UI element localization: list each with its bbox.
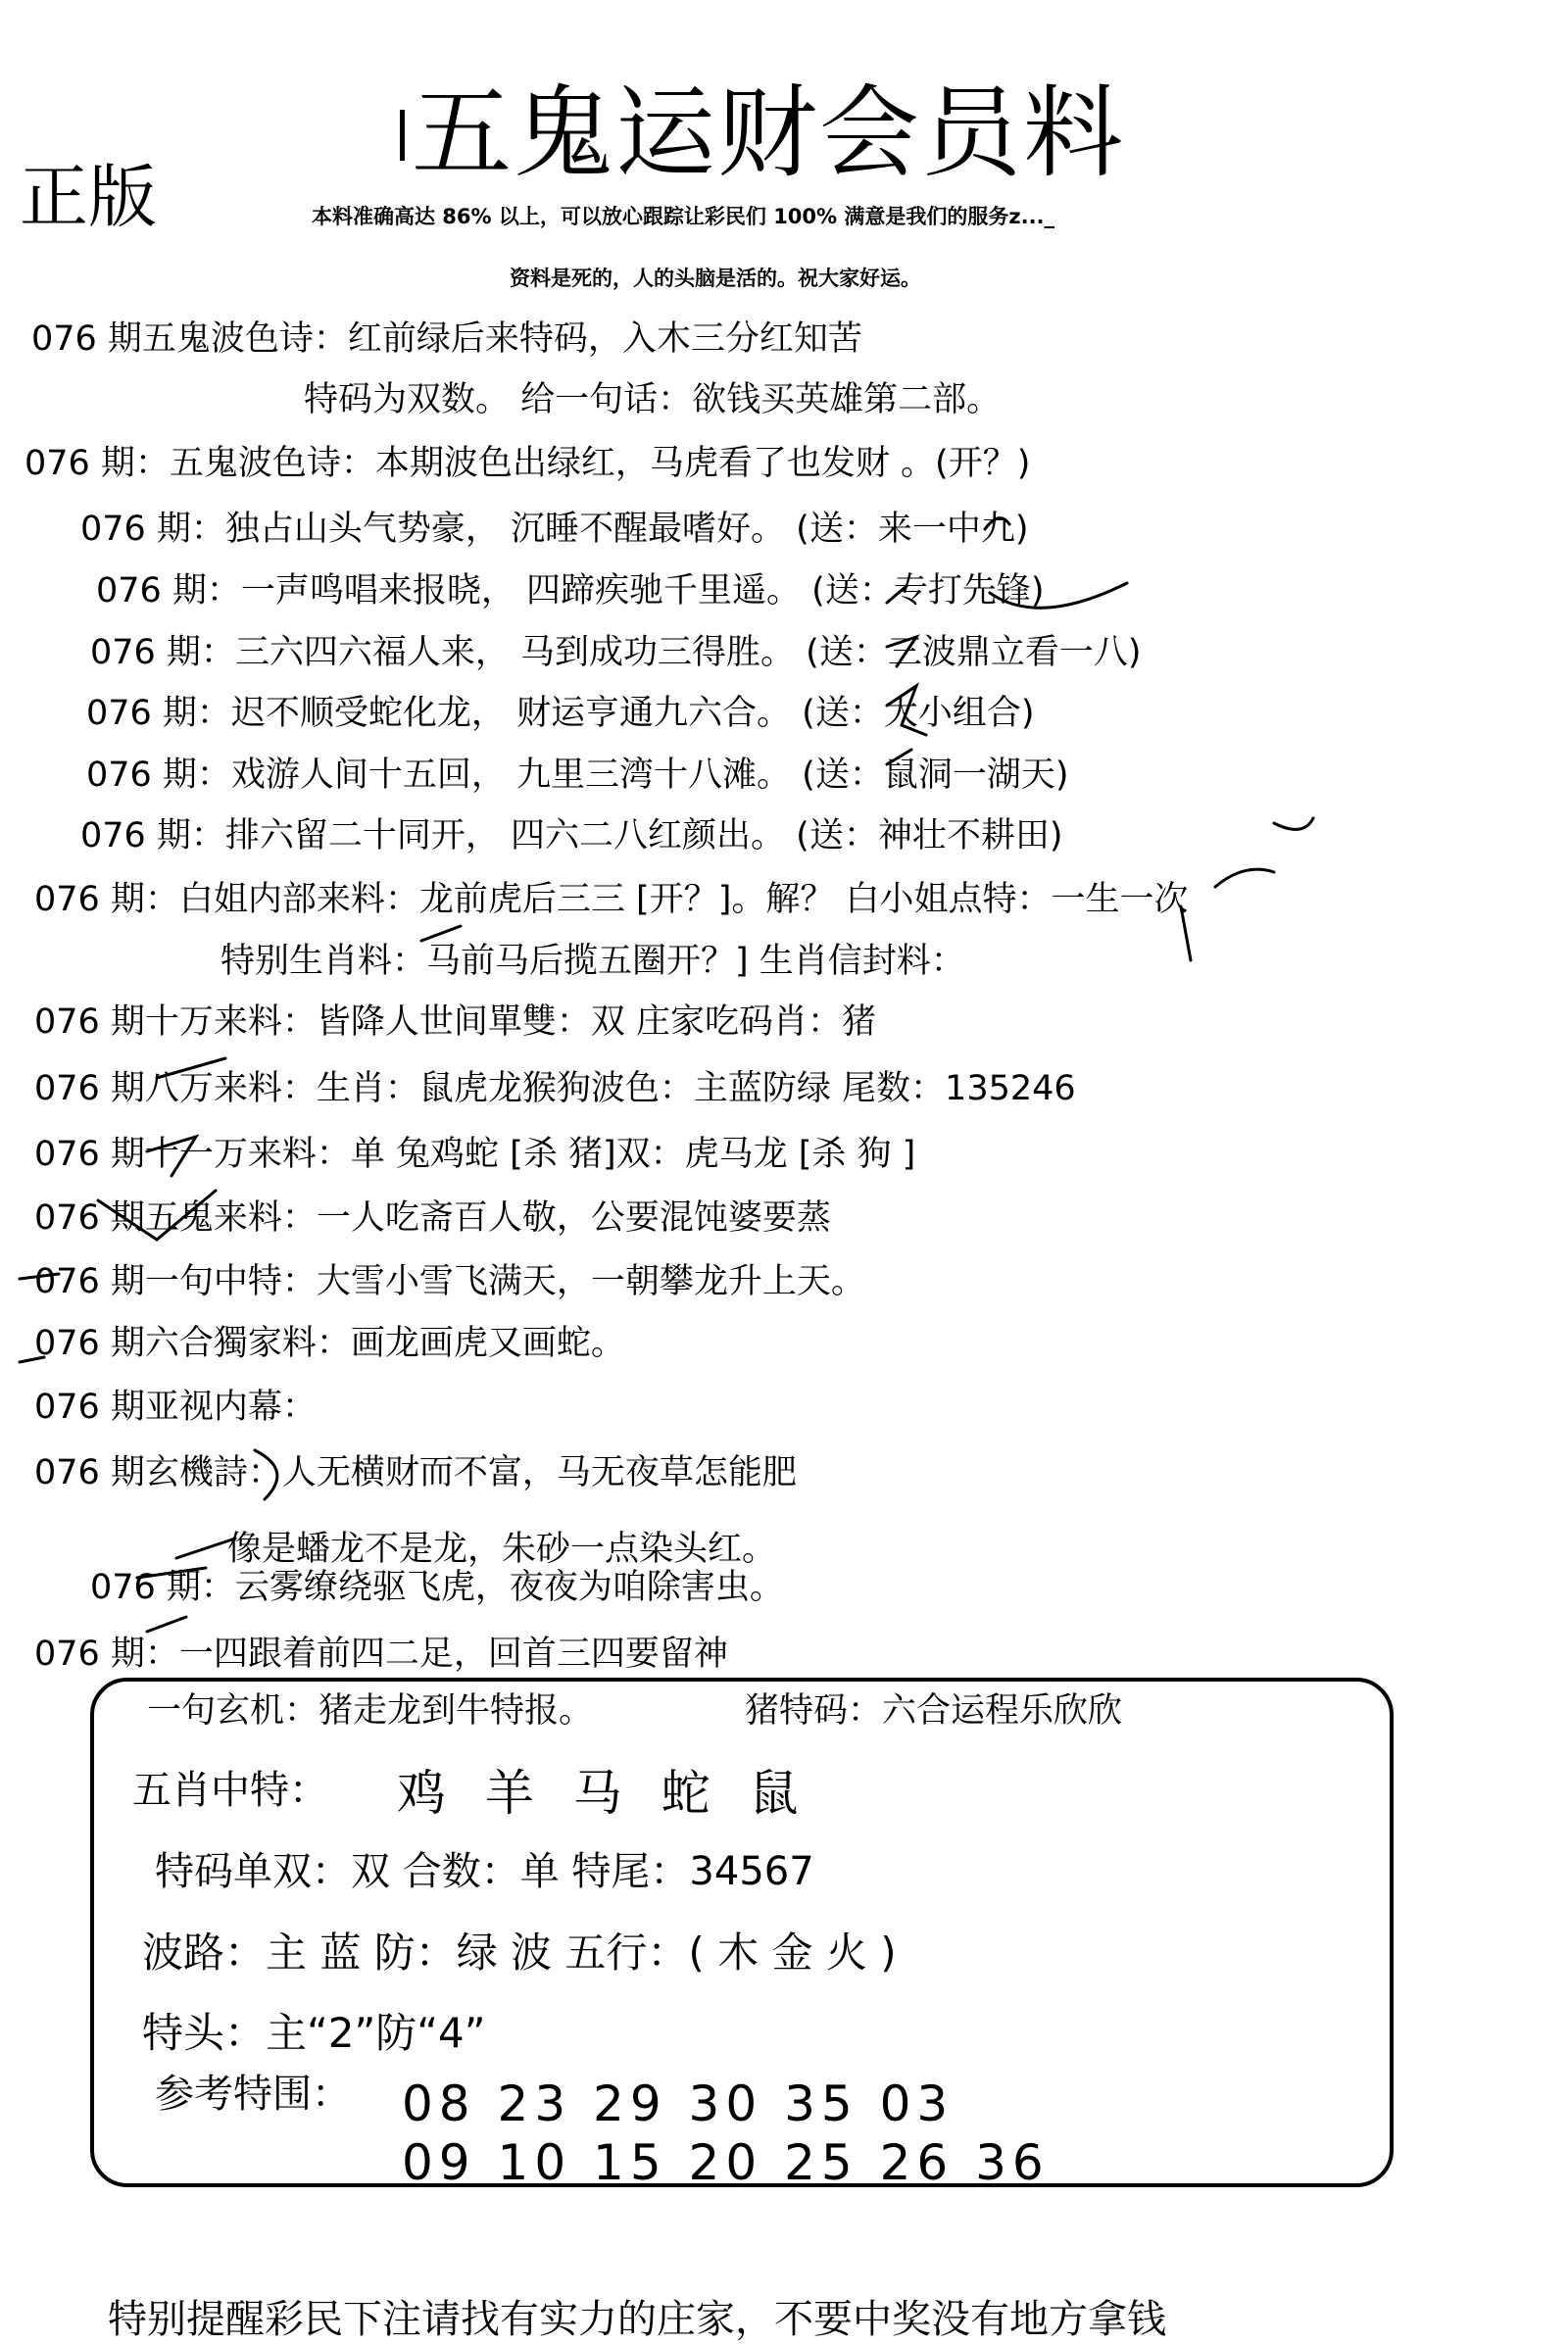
badge-zhengban: 正版 xyxy=(20,157,157,237)
box-bolu: 波路：主 蓝 防：绿 波 五行：( 木 金 火 ) xyxy=(142,1929,897,1977)
line-12: 076 期十万来料：皆降人世间單雙：双 庄家吃码肖：猪 xyxy=(34,1002,877,1042)
box-cankao-label: 参考特围： xyxy=(155,2072,351,2117)
line-9: 076 期：排六留二十同开， 四六二八红颜出。 (送：神壮不耕田) xyxy=(80,816,1063,855)
subtitle-accuracy: 本料准确高达 86% 以上，可以放心跟踪让彩民们 100% 满意是我们的服务z..._ xyxy=(312,205,1055,228)
box-danshuang: 特码单双：双 合数：单 特尾：34567 xyxy=(155,1849,814,1894)
line-4: 076 期：独占山头气势豪， 沉睡不醒最嗜好。 (送：来一中九) xyxy=(80,510,1029,549)
line-22: 076 期：一四跟着前四二足，回首三四要留神 xyxy=(34,1635,728,1674)
line-1: 076 期五鬼波色诗：红前绿后来特码，入木三分红知苦 xyxy=(31,319,862,359)
line-10: 076 期：白姐内部来料：龙前虎后三三 [开？]。解？ 白小姐点特：一生一次 xyxy=(34,880,1189,919)
box-tetou: 特头：主“2”防“4” xyxy=(142,2009,486,2057)
line-18: 076 期亚视内幕： xyxy=(34,1388,317,1427)
line-11: 特别生肖料：马前马后揽五圈开？] 生肖信封料： xyxy=(220,942,965,981)
box-nums-row2: 09 10 15 20 25 26 36 xyxy=(402,2134,1050,2191)
line-17: 076 期六合獨家料：画龙画虎又画蛇。 xyxy=(34,1324,625,1363)
box-wuxiao-values: 鸡 羊 马 蛇 鼠 xyxy=(397,1765,810,1822)
box-nums-row1: 08 23 29 30 35 03 xyxy=(402,2075,955,2132)
page-title: 五鬼运财会员料 xyxy=(412,75,1125,192)
footer-warning: 特别提醒彩民下注请找有实力的庄家，不要中奖没有地方拿钱 xyxy=(108,2297,1166,2342)
line-7: 076 期：迟不顺受蛇化龙， 财运亨通九六合。 (送：大小组合) xyxy=(86,694,1035,733)
line-6: 076 期：三六四六福人来， 马到成功三得胜。 (送：三波鼎立看一八) xyxy=(90,633,1142,672)
line-16: 076 期一句中特：大雪小雪飞满天，一朝攀龙升上天。 xyxy=(34,1262,865,1301)
line-3: 076 期：五鬼波色诗：本期波色出绿红，马虎看了也发财 。(开？) xyxy=(24,444,1031,483)
line-8: 076 期：戏游人间十五回， 九里三湾十八滩。 (送：鼠洞一湖天) xyxy=(86,756,1069,795)
subtitle-luck: 资料是死的，人的头脑是活的。祝大家好运。 xyxy=(510,267,921,290)
line-19: 076 期玄機詩：人无横财而不富，马无夜草怎能肥 xyxy=(34,1453,797,1492)
line-5: 076 期：一声鸣唱来报晓， 四蹄疾驰千里遥。 (送：专打先锋) xyxy=(96,571,1045,610)
line-15: 076 期五鬼来料：一人吃斋百人敬，公要混饨婆要蒸 xyxy=(34,1198,831,1238)
box-zhutema: 猪特码：六合运程乐欣欣 xyxy=(745,1691,1123,1731)
box-wuxiao-label: 五肖中特： xyxy=(132,1768,328,1813)
line-20: 像是蟠龙不是龙，朱砂一点染头红。 xyxy=(227,1530,777,1569)
box-xuanji: 一句玄机：猪走龙到牛特报。 xyxy=(147,1691,594,1731)
line-21: 076 期：云雾缭绕驱飞虎，夜夜为咱除害虫。 xyxy=(90,1568,784,1607)
line-14: 076 期十一万来料：单 兔鸡蛇 [杀 猪]双：虎马龙 [杀 狗 ] xyxy=(34,1135,916,1174)
line-2: 特码为双数。 给一句话：欲钱买英雄第二部。 xyxy=(304,380,1002,419)
line-13: 076 期八万来料：生肖：鼠虎龙猴狗波色：主蓝防绿 尾数：135246 xyxy=(34,1069,1076,1108)
